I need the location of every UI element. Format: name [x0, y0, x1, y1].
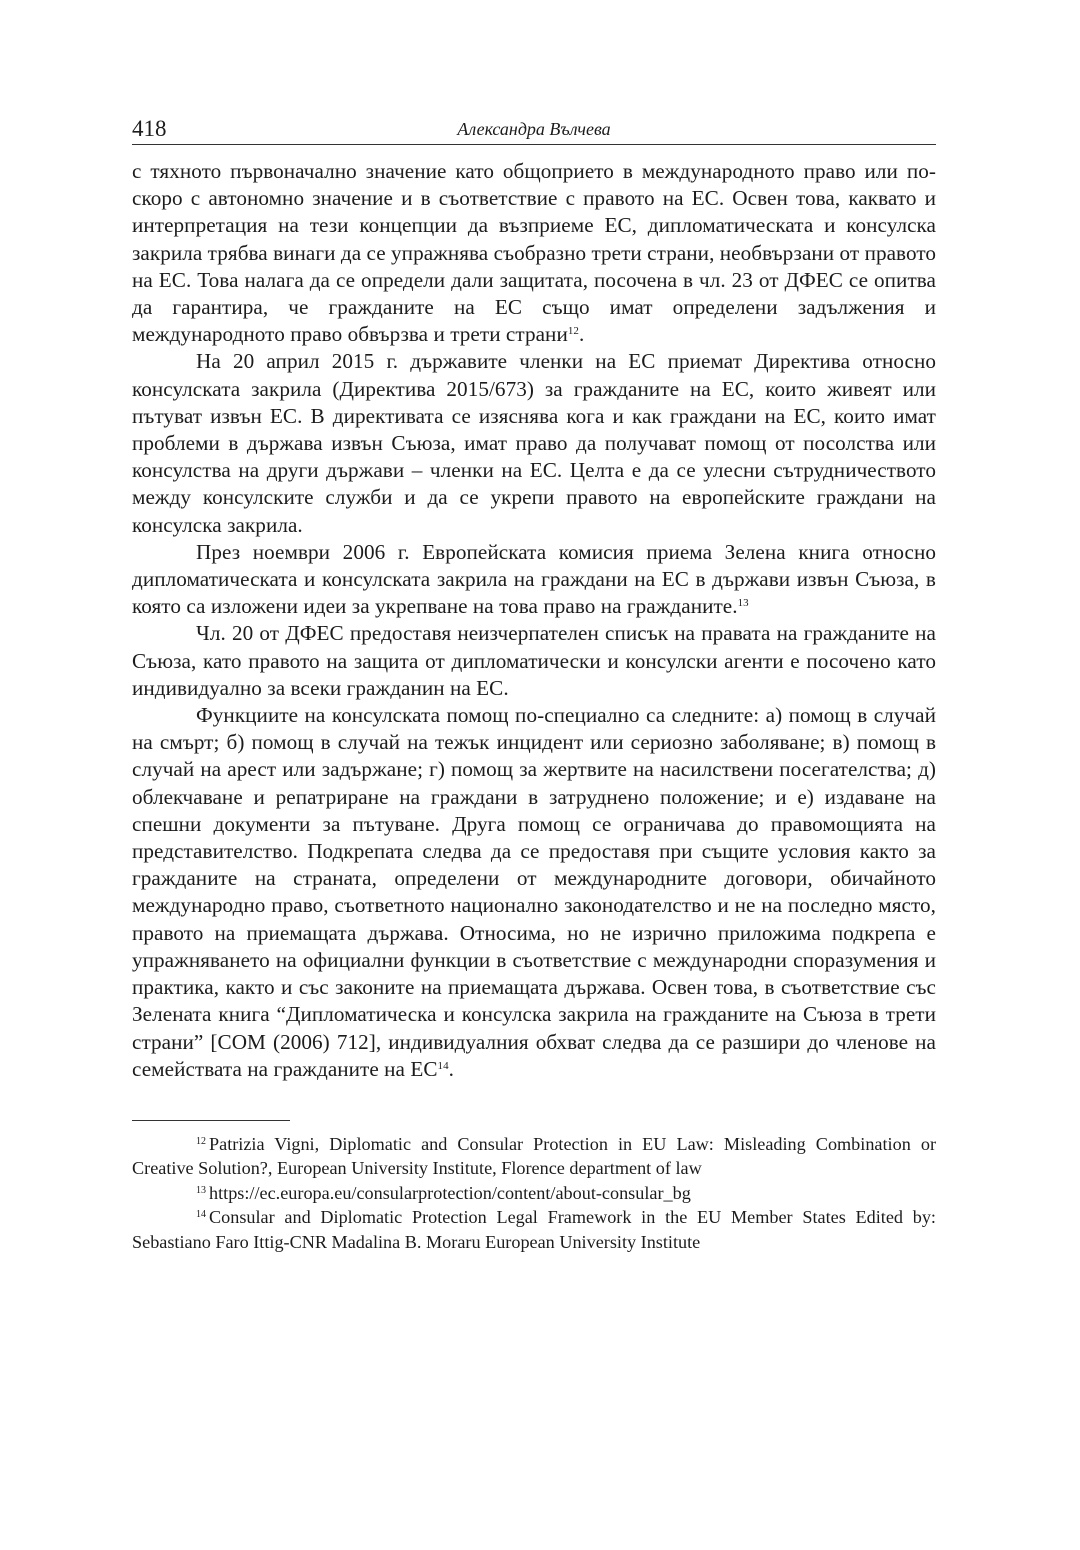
footnote-ref-12: 12: [567, 325, 579, 338]
footnote-14-text: Consular and Diplomatic Protection Legal Framework in the EU Member States Edited by: Sebastiano Faro Ittig-CNR Madalina B. Moraru European University Institute: [132, 1207, 936, 1252]
footnote-number-14: 14: [196, 1209, 206, 1221]
paragraph-5: [132, 702, 936, 1083]
footnote-ref-13: 13: [737, 597, 749, 610]
footnote-13-link[interactable]: https://ec.europa.eu/consularprotection/content/about-consular_bg: [209, 1182, 691, 1203]
paragraph-5-end: .: [448, 1056, 454, 1081]
footnote-separator: [132, 1120, 290, 1121]
footnote-12: [132, 1132, 936, 1181]
footnote-number-13: 13: [196, 1184, 206, 1196]
footnotes: [132, 1132, 936, 1254]
paragraph-2: [132, 348, 936, 538]
paragraph-2-text: На 20 април 2015 г. държавите членки на ЕС приемат Директива относно консулската закрила (Директива 2015/673) за гражданите на ЕС, които живеят или пътуват извън ЕС. В директивата се изяснява кога и как граждани на ЕС, които имат проблеми в държава извън Съюза, имат право да получават помощ от посолства или консулства на други държави – членки на ЕС. Целта е да се улесни сътрудничеството между консулските служби и да се укрепи правото на европейските граждани на консулска закрила.: [132, 349, 936, 537]
page-number: 418: [132, 116, 167, 141]
book-page: [132, 110, 936, 1254]
footnote-13: [132, 1181, 936, 1205]
running-author-title: Александра Вълчева: [457, 119, 611, 139]
footnote-ref-14: 14: [437, 1059, 449, 1072]
body-text: [132, 158, 936, 1083]
paragraph-4: [132, 620, 936, 702]
paragraph-5-text: Функциите на консулската помощ по-специално са следните: а) помощ в случай на смърт; б) помощ в случай на тежък инцидент или сериозно заболяване; в) помощ в случай на арест или задържане; г) помощ за жертвите на насилствени посегателства; д) облекчаване и репатриране на граждани в затруднено положение; и е) издаване на спешни документи за пътуване. Друга помощ се ограничава до правомощията на представителство. Подкрепата следва да се предоставя при същите условия както за гражданите на страната, определени от международните договори, обичайното международно право, съответното национално законодателство и не на последно място, правото на приемащата държава. Относима, но не изрично приложима подкрепа е упражняването на официални функции в съответствие с международни споразумения и практика, както и със законите на приемащата държава. Освен това, в съответствие със Зелената книга “Дипломатическа и консулска закрила на гражданите на Съюза в трети страни” [COM (2006) 712], индивидуалния обхват следва да се разшири до членове на семействата на гражданите на ЕС: [132, 703, 936, 1081]
paragraph-1: [132, 158, 936, 348]
paragraph-4-text: Чл. 20 от ДФЕС предоставя неизчерпателен списък на правата на гражданите на Съюза, като правото на защита от дипломатически и консулски агенти е посочено като индивидуално за всеки гражданин на ЕС.: [132, 621, 936, 700]
footnote-14: [132, 1205, 936, 1254]
footnote-number-12: 12: [196, 1135, 206, 1147]
paragraph-1-end: .: [578, 322, 585, 347]
paragraph-3: [132, 539, 936, 621]
paragraph-3-text: През ноември 2006 г. Европейската комисия приема Зелена книга относно дипломатическата и консулската закрила на граждани на ЕС в държави извън Съюза, в която са изложени идеи за укрепване на това право на гражданите.: [132, 539, 936, 619]
paragraph-1-text: с тяхното първоначално значение като общоприето в международното право или по-скоро с автономно значение и в съответствие с правото на ЕС. Освен това, каквато и интерпретация на тези концепции да възприеме ЕС, дипломатическата и консулска закрила трябва винаги да се упражнява съобразно трети страни, необвързани от правото на ЕС. Това налага да се определи дали защитата, посочена в чл. 23 от ДФЕС се опитва да гарантира, че гражданите на ЕС също имат определени задължения и международното право обвързва и трети страни: [132, 159, 936, 347]
running-header: [132, 110, 936, 145]
footnote-12-text: Patrizia Vigni, Diplomatic and Consular Protection in EU Law: Misleading Combination or Creative Solution?, European University Institute, Florence department of law: [132, 1133, 936, 1179]
